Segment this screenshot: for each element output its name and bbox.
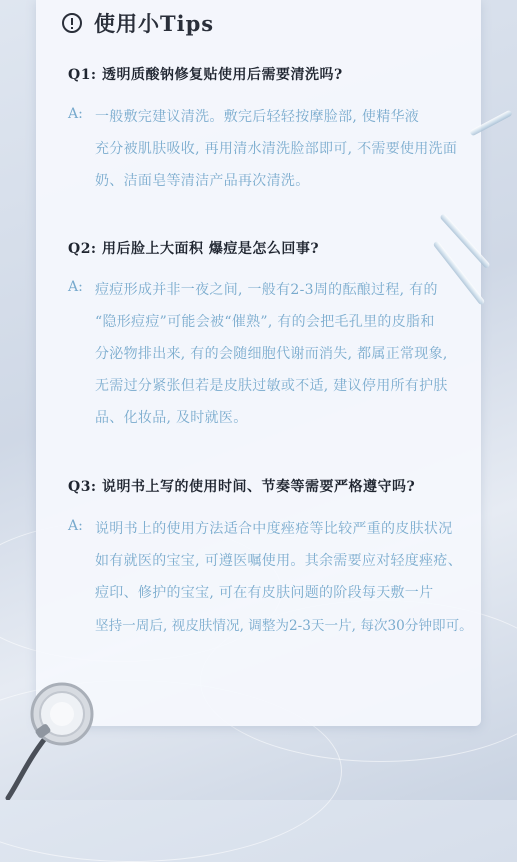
answer-2-line: 品、化妆品, 及时就医。 bbox=[95, 410, 248, 426]
page-title: 使用小Tips bbox=[94, 11, 215, 36]
stethoscope-icon bbox=[0, 670, 120, 800]
answer-2-line: 痘痘形成并非一夜之间, 一般有2-3周的酝酿过程, 有的 bbox=[95, 282, 438, 298]
answer-3-label: A: bbox=[68, 518, 83, 534]
question-3: Q3: 说明书上写的使用时间、节奏等需要严格遵守吗? bbox=[68, 479, 416, 495]
answer-1-label: A: bbox=[68, 106, 83, 122]
answer-1-line: 一般敷完建议清洗。敷完后轻轻按摩脸部, 使精华液 bbox=[95, 109, 420, 125]
answer-2-label: A: bbox=[68, 279, 83, 295]
answer-2-line: 分泌物排出来, 有的会随细胞代谢而消失, 都属正常现象, bbox=[95, 346, 448, 362]
answer-1-line: 充分被肌肤吸收, 再用清水清洗脸部即可, 不需要使用洗面 bbox=[95, 141, 458, 157]
exclamation-circle-icon bbox=[62, 13, 82, 33]
question-1: Q1: 透明质酸钠修复贴使用后需要清洗吗? bbox=[68, 67, 343, 83]
answer-2-line: “隐形痘痘”可能会被“催熟”, 有的会把毛孔里的皮脂和 bbox=[95, 314, 435, 330]
question-2: Q2: 用后脸上大面积 爆痘是怎么回事? bbox=[68, 241, 320, 257]
answer-3-line: 痘印、修护的宝宝, 可在有皮肤问题的阶段每天敷一片 bbox=[95, 585, 434, 601]
answer-2-line: 无需过分紧张但若是皮肤过敏或不适, 建议停用所有护肤 bbox=[95, 378, 448, 394]
answer-3-line: 如有就医的宝宝, 可遵医嘱使用。其余需要应对轻度痤疮、 bbox=[95, 553, 462, 569]
answer-1-line: 奶、洁面皂等清洁产品再次清洗。 bbox=[95, 173, 310, 189]
page-header bbox=[62, 8, 214, 38]
answer-3-line: 坚持一周后, 视皮肤情况, 调整为2-3天一片, 每次30分钟即可。 bbox=[95, 618, 473, 634]
answer-3-line: 说明书上的使用方法适合中度痤疮等比较严重的皮肤状况 bbox=[95, 521, 453, 537]
